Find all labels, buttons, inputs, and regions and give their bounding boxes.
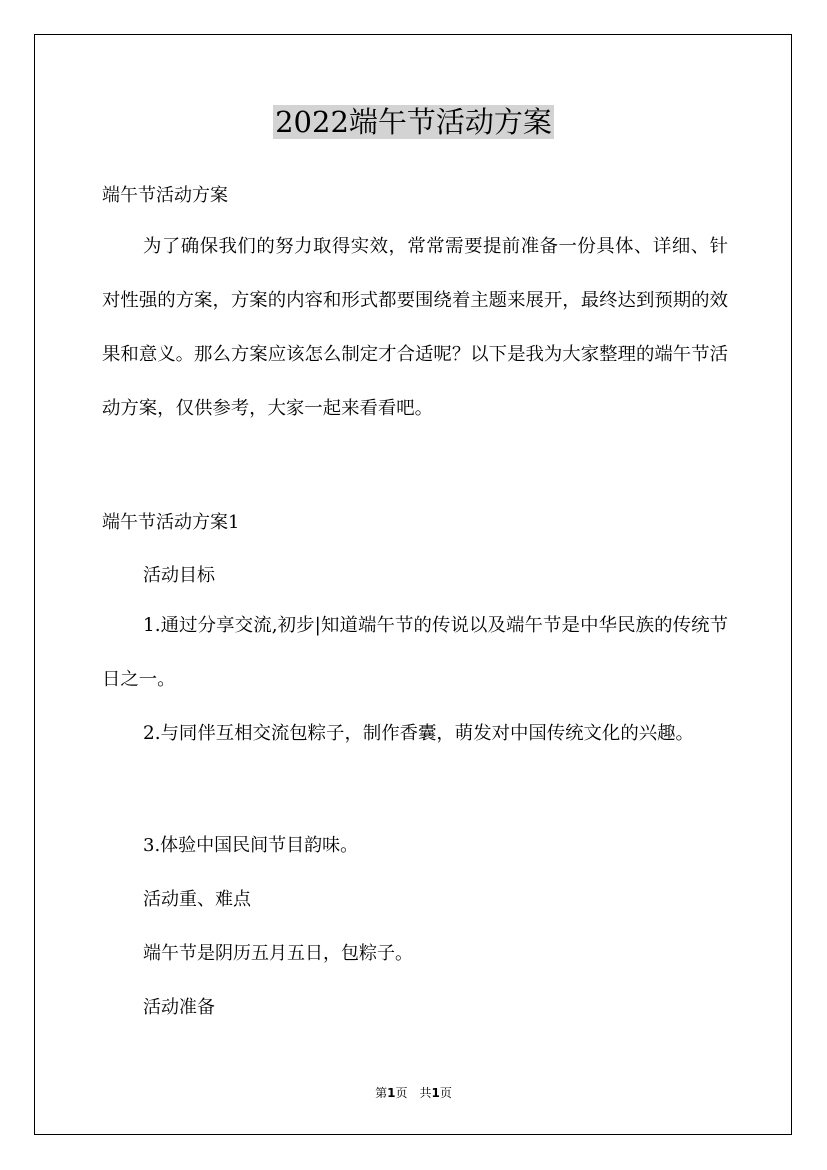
section-heading: 端午节活动方案1 bbox=[102, 512, 240, 533]
document-title bbox=[0, 100, 827, 144]
footer-page-prefix: 第 bbox=[375, 1086, 388, 1100]
goal-heading: 活动目标 bbox=[143, 565, 215, 586]
footer-page-mid: 页 共 bbox=[395, 1086, 432, 1100]
footer-page-total: 1 bbox=[431, 1086, 440, 1100]
document-subtitle: 端午节活动方案 bbox=[102, 185, 228, 206]
key-points-heading: 活动重、难点 bbox=[143, 889, 251, 910]
document-title-text: 2022端午节活动方案 bbox=[275, 105, 552, 139]
footer-page-suffix: 页 bbox=[439, 1086, 452, 1100]
goal-item-3: 3.体验中国民间节目韵味。 bbox=[143, 835, 359, 856]
goal-item-1: 1.通过分享交流,初步|知道端午节的传说以及端午节是中华民族的传统节日之一。 bbox=[102, 615, 728, 690]
goal-item-2: 2.与同伴互相交流包粽子，制作香囊，萌发对中国传统文化的兴趣。 bbox=[143, 723, 694, 744]
intro-paragraph: 为了确保我们的努力取得实效，常常需要提前准备一份具体、详细、针对性强的方案，方案的内容和形式都要围绕着主题来展开，最终达到预期的效果和意义。那么方案应该怎么制定才合适呢？以下是我为大家整理的端午节活动方案，仅供参考，大家一起来看看吧。 bbox=[102, 236, 728, 419]
preparation-heading: 活动准备 bbox=[143, 997, 215, 1018]
key-points-text: 端午节是阴历五月五日，包粽子。 bbox=[143, 943, 413, 964]
footer-page-current: 1 bbox=[387, 1086, 396, 1100]
page-footer bbox=[0, 1084, 827, 1101]
